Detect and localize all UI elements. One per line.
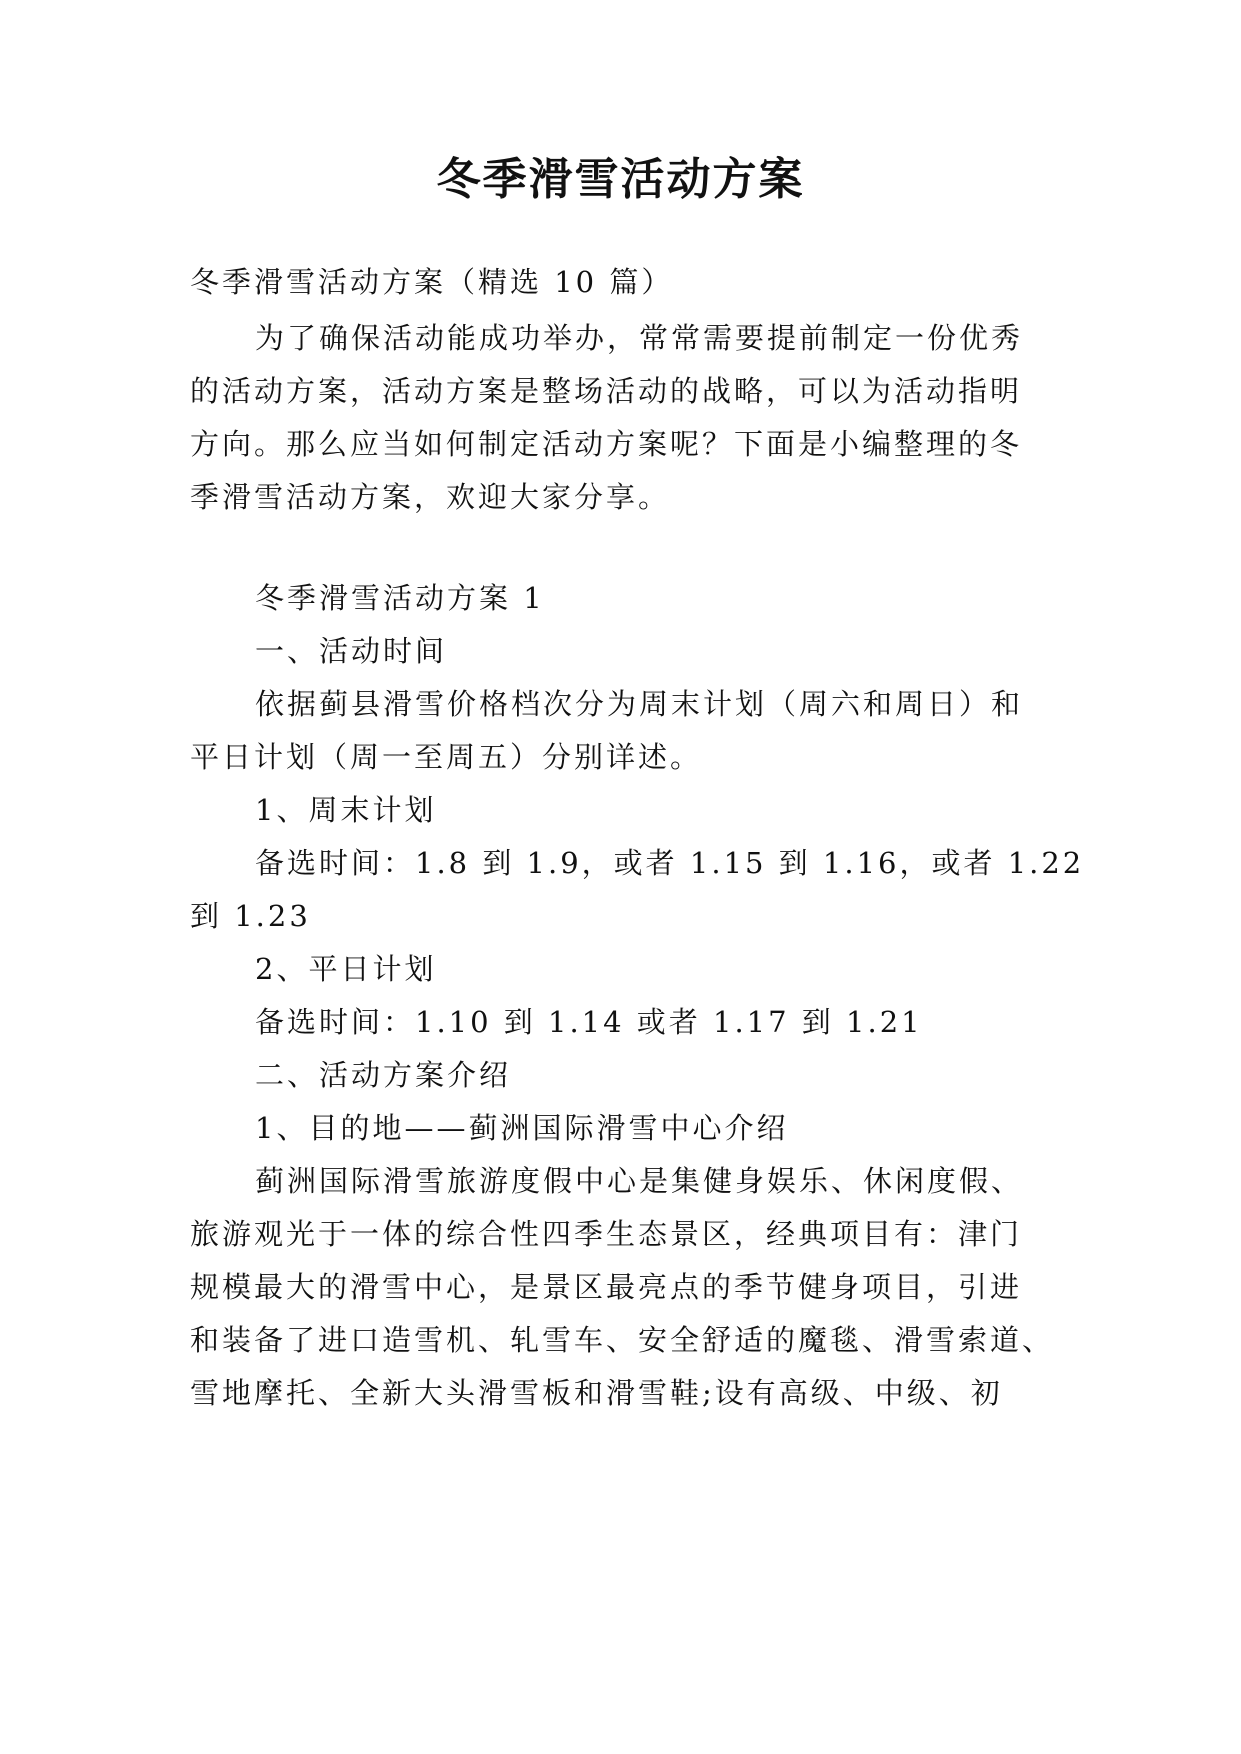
list-item-heading: 1、周末计划 [255,793,437,827]
paragraph-line: 平日计划（周一至周五）分别详述。 [190,740,703,774]
subtitle-line: 冬季滑雪活动方案（精选 10 篇） [190,265,674,299]
intro-paragraph-line: 方向。那么应当如何制定活动方案呢？下面是小编整理的冬 [190,427,1023,461]
paragraph-line: 雪地摩托、全新大头滑雪板和滑雪鞋;设有高级、中级、初 [190,1376,1003,1410]
paragraph-line: 蓟洲国际滑雪旅游度假中心是集健身娱乐、休闲度假、 [255,1164,1024,1198]
intro-paragraph-line: 为了确保活动能成功举办，常常需要提前制定一份优秀 [255,321,1024,355]
section-subheading: 一、活动时间 [255,634,448,668]
paragraph-line: 备选时间：1.10 到 1.14 或者 1.17 到 1.21 [255,1005,923,1039]
paragraph-line: 备选时间：1.8 到 1.9，或者 1.15 到 1.16，或者 1.22 [255,846,1085,880]
list-item-heading: 1、目的地——蓟洲国际滑雪中心介绍 [255,1111,789,1145]
section-subheading: 二、活动方案介绍 [255,1058,512,1092]
section-heading: 冬季滑雪活动方案 1 [255,581,545,615]
paragraph-line: 和装备了进口造雪机、轧雪车、安全舒适的魔毯、滑雪索道、 [190,1323,1055,1357]
paragraph-line: 规模最大的滑雪中心，是景区最亮点的季节健身项目，引进 [190,1270,1023,1304]
list-item-heading: 2、平日计划 [255,952,437,986]
intro-paragraph-line: 的活动方案，活动方案是整场活动的战略，可以为活动指明 [190,374,1023,408]
intro-paragraph-line: 季滑雪活动方案，欢迎大家分享。 [190,480,671,514]
paragraph-line: 到 1.23 [190,899,311,933]
paragraph-line: 旅游观光于一体的综合性四季生态景区，经典项目有：津门 [190,1217,1023,1251]
paragraph-line: 依据蓟县滑雪价格档次分为周末计划（周六和周日）和 [255,687,1024,721]
document-title: 冬季滑雪活动方案 [436,154,805,205]
